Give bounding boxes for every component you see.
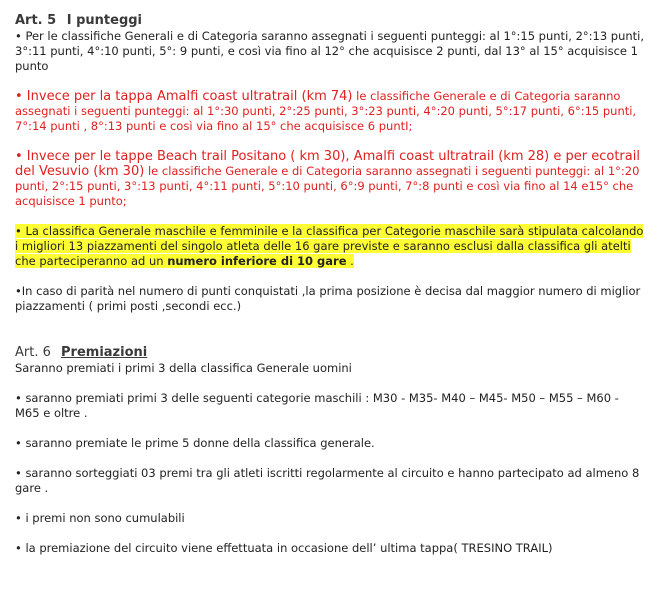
art5-title: I punteggi (66, 13, 143, 28)
art5-paragraph-2-rest: le classifiche Generale e di Categoria saranno assegnati i seguenti punteggi: al 1°:30 punti, 2°:25 punti, 3°:23 punti, 4°:20 punti, 5°:17 punti, 6°:15 punti, 7°:14 punti , 8°:13 punti e così via fino al 15° che acquisisce 6 puntI; (15, 89, 637, 133)
art6-item: • i premi non sono cumulabili (15, 511, 185, 525)
art5-paragraph-3-rest: le classifiche Generale e di Categoria saranno assegnati i seguenti punteggi: al 1°:20 punti, 2°:15 punti, 3°:13 punti, 4°:11 punti, 5°:10 punti, 6°:9 punti, 7°:8 punti e così via fino al 14 e15° che acquisisce 1 punto; (15, 164, 640, 208)
art6-title: Premiazioni (61, 345, 148, 360)
art6-heading (15, 344, 647, 361)
art5-paragraph-2 (15, 89, 647, 134)
art5-paragraph-4-end: . (346, 254, 354, 268)
art6-item: • la premiazione del circuito viene effettuata in occasione dell’ ultima tappa( TRESINO TRAIL) (15, 541, 553, 555)
document-body (15, 12, 647, 556)
art5-paragraph-2-lead: • Invece per la tappa Amalfi coast ultratrail (km 74) (15, 89, 353, 104)
art5-paragraph-4-bold: numero inferiore di 10 gare (167, 254, 347, 268)
art6-number: Art. 6 (15, 345, 51, 360)
art5-paragraph-3-lead: • Invece per le tappe Beach trail Positano ( km 30), Amalfi coast ultratrail (km 28) e per ecotrail del Vesuvio (km 30) (15, 149, 640, 179)
art6-item: • saranno sorteggiati 03 premi tra gli atleti iscritti regolarmente al circuito e hanno partecipato ad almeno 8 gare . (15, 466, 640, 495)
art5-paragraph-5: •In caso di parità nel numero di punti conquistati ,la prima posizione è decisa dal maggior numero di miglior piazzamenti ( primi posti ,secondi ecc.) (15, 284, 641, 313)
art5-number: Art. 5 (15, 13, 57, 28)
art6-intro: Saranno premiati i primi 3 della classifica Generale uomini (15, 361, 352, 375)
art5-heading (15, 12, 647, 29)
art6-item: • saranno premiate le prime 5 donne della classifica generale. (15, 436, 375, 450)
art5-paragraph-4-text: • La classifica Generale maschile e femminile e la classifica per Categorie maschile sarà stipulata calcolando i migliori 13 piazzamenti del singolo atleta delle 16 gare previste e saranno esclusi dalla classifica gli atelti che parteciperanno ad un (15, 224, 644, 268)
art5-paragraph-1: • Per le classifiche Generali e di Categoria saranno assegnati i seguenti punteggi: al 1°:15 punti, 2°:13 punti, 3°:11 punti, 4°:10 punti, 5°: 9 punti, e così via fino al 12° che acquisisce 2 punti, dal 13° al 15° acquisisce 1 punto (15, 29, 645, 73)
art5-paragraph-3 (15, 149, 647, 209)
art5-paragraph-4 (15, 224, 647, 269)
art6-item: • saranno premiati primi 3 delle seguenti categorie maschili : M30 - M35- M40 – M45- M50 – M55 – M60 - M65 e oltre . (15, 391, 619, 420)
